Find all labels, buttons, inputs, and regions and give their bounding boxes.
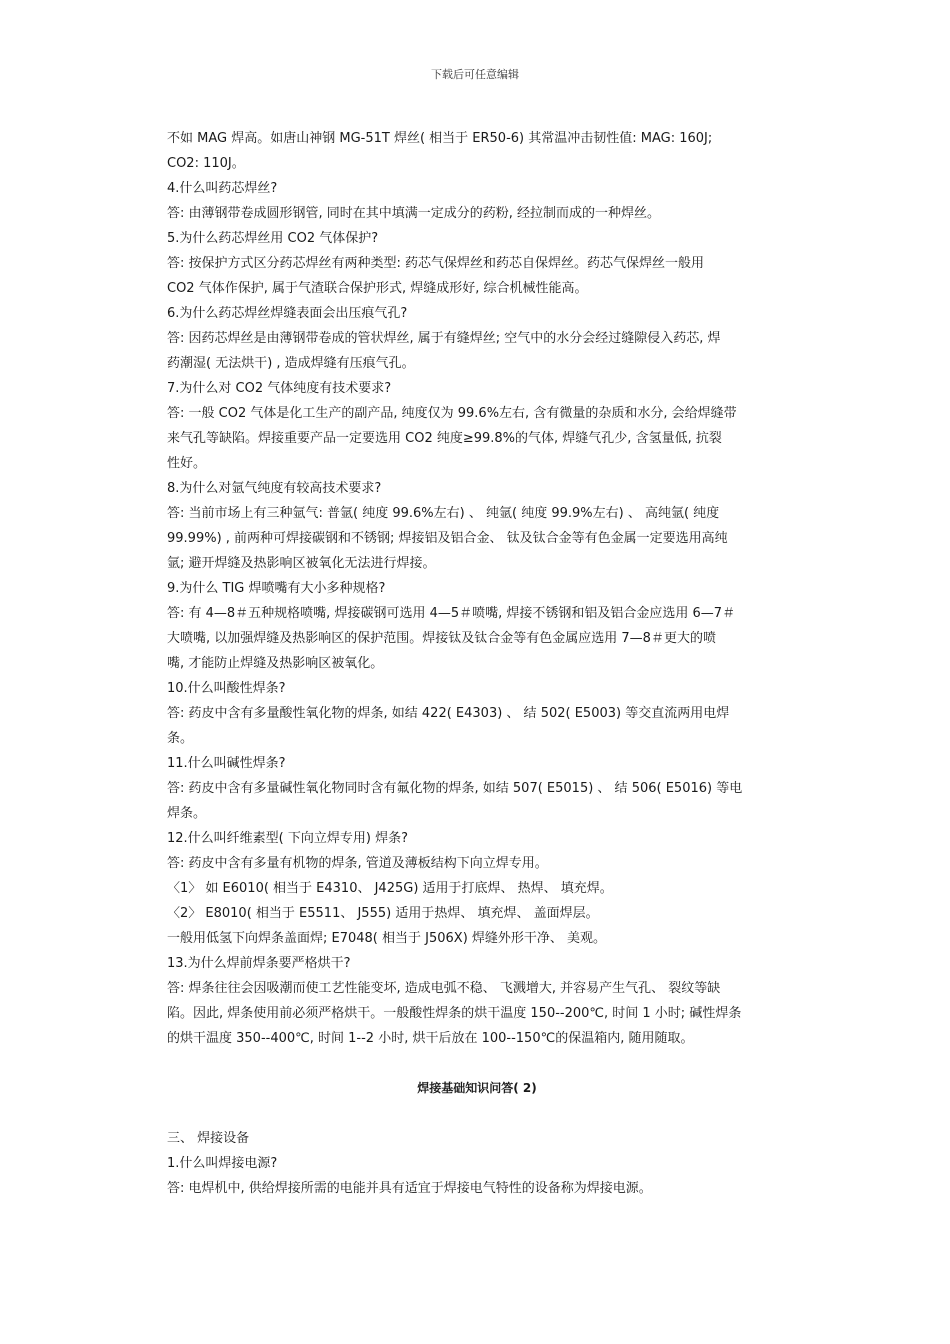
text-line: 〈1〉 如 E6010( 相当于 E4310、 J425G) 适用于打底焊、 热焊、 填充焊。	[167, 881, 613, 896]
text-line: 答: 一般 CO2 气体是化工生产的副产品, 纯度仅为 99.6%左右, 含有微量的杂质和水分, 会给焊缝带	[167, 406, 737, 421]
text-line: 不如 MAG 焊高。如唐山神钢 MG-51T 焊丝( 相当于 ER50-6) 其常温冲击韧性值: MAG: 160J;	[167, 131, 713, 146]
text-line: 99.99%) , 前两种可焊接碳钢和不锈钢; 焊接铝及铝合金、 钛及钛合金等有色金属一定要选用高纯	[167, 531, 728, 546]
text-line: CO2: 110J。	[167, 156, 245, 171]
text-line: 13.为什么焊前焊条要严格烘干?	[167, 956, 351, 971]
text-line: 答: 电焊机中, 供给焊接所需的电能并具有适宜于焊接电气特性的设备称为焊接电源。	[167, 1181, 652, 1196]
section-title: 焊接基础知识问答( 2)	[417, 1081, 537, 1095]
text-line: CO2 气体作保护, 属于气渣联合保护形式, 焊缝成形好, 综合机械性能高。	[167, 281, 588, 296]
text-line: 答: 药皮中含有多量碱性氧化物同时含有氟化物的焊条, 如结 507( E5015) 、 结 506( E5016) 等电	[167, 781, 743, 796]
text-line: 条。	[167, 731, 194, 746]
text-line: 陷。因此, 焊条使用前必须严格烘干。一般酸性焊条的烘干温度 150--200℃, 时间 1 小时; 碱性焊条	[167, 1006, 742, 1021]
text-line: 1.什么叫焊接电源?	[167, 1156, 278, 1171]
text-line: 〈2〉 E8010( 相当于 E5511、 J555) 适用于热焊、 填充焊、 盖面焊层。	[167, 906, 599, 921]
text-line: 三、 焊接设备	[167, 1131, 250, 1146]
text-line: 11.什么叫碱性焊条?	[167, 756, 286, 771]
text-line: 氩; 避开焊缝及热影响区被氧化无法进行焊接。	[167, 556, 436, 571]
text-line: 4.什么叫药芯焊丝?	[167, 181, 278, 196]
text-line: 5.为什么药芯焊丝用 CO2 气体保护?	[167, 231, 379, 246]
text-line: 答: 由薄钢带卷成圆形钢管, 同时在其中填满一定成分的药粉, 经拉制而成的一种焊丝。	[167, 206, 661, 221]
text-line: 6.为什么药芯焊丝焊缝表面会出压痕气孔?	[167, 306, 408, 321]
text-line: 药潮湿( 无法烘干) , 造成焊缝有压痕气孔。	[167, 356, 415, 371]
qa-block-2	[167, 1126, 787, 1201]
spacer	[167, 1051, 787, 1076]
text-line: 嘴, 才能防止焊缝及热影响区被氧化。	[167, 656, 384, 671]
spacer	[167, 1101, 787, 1126]
text-line: 答: 药皮中含有多量酸性氧化物的焊条, 如结 422( E4303) 、 结 502( E5003) 等交直流两用电焊	[167, 706, 730, 721]
text-line: 答: 有 4—8＃五种规格喷嘴, 焊接碳钢可选用 4—5＃喷嘴, 焊接不锈钢和铝及铝合金应选用 6—7＃	[167, 606, 736, 621]
text-line: 9.为什么 TIG 焊喷嘴有大小多种规格?	[167, 581, 386, 596]
text-line: 焊条。	[167, 806, 207, 821]
qa-block-1	[167, 126, 787, 1051]
text-line: 10.什么叫酸性焊条?	[167, 681, 286, 696]
text-line: 答: 按保护方式区分药芯焊丝有两种类型: 药芯气保焊丝和药芯自保焊丝。药芯气保焊丝一般用	[167, 256, 705, 271]
text-line: 7.为什么对 CO2 气体纯度有技术要求?	[167, 381, 392, 396]
text-line: 一般用低氢下向焊条盖面焊; E7048( 相当于 J506X) 焊缝外形干净、 美观。	[167, 931, 607, 946]
text-line: 答: 焊条往往会因吸潮而使工艺性能变坏, 造成电弧不稳、 飞溅增大, 并容易产生气孔、 裂纹等缺	[167, 981, 721, 996]
text-line: 12.什么叫纤维素型( 下向立焊专用) 焊条?	[167, 831, 408, 846]
text-line: 答: 因药芯焊丝是由薄钢带卷成的管状焊丝, 属于有缝焊丝; 空气中的水分会经过缝隙侵入药芯, 焊	[167, 331, 721, 346]
text-line: 性好。	[167, 456, 207, 471]
page-header: 下载后可任意编辑	[431, 68, 519, 81]
document-body	[167, 126, 787, 1201]
text-line: 大喷嘴, 以加强焊缝及热影响区的保护范围。焊接钛及钛合金等有色金属应选用 7—8＃更大的喷	[167, 631, 716, 646]
text-line: 来气孔等缺陷。焊接重要产品一定要选用 CO2 纯度≥99.8%的气体, 焊缝气孔少, 含氢量低, 抗裂	[167, 431, 722, 446]
text-line: 答: 当前市场上有三种氩气: 普氩( 纯度 99.6%左右) 、 纯氩( 纯度 99.9%左右) 、 高纯氩( 纯度	[167, 506, 720, 521]
text-line: 的烘干温度 350--400℃, 时间 1--2 小时, 烘干后放在 100--150℃的保温箱内, 随用随取。	[167, 1031, 694, 1046]
text-line: 答: 药皮中含有多量有机物的焊条, 管道及薄板结构下向立焊专用。	[167, 856, 548, 871]
text-line: 8.为什么对氩气纯度有较高技术要求?	[167, 481, 382, 496]
